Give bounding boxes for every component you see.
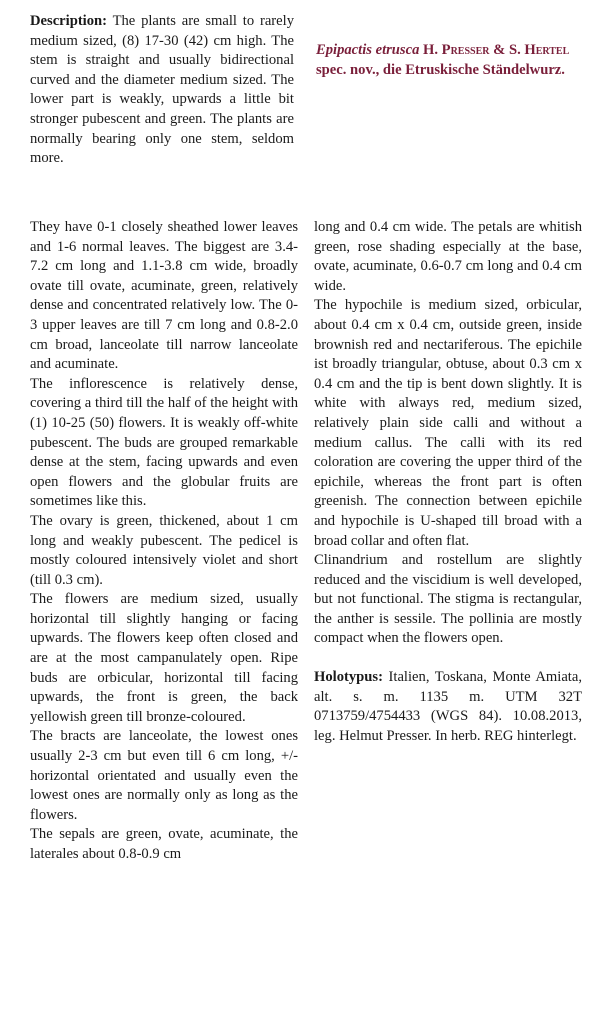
paragraph-ovary: The ovary is green, thickened, about 1 cm long and weakly pubescent. The pedicel is mostly coloured intensively violet and short (till 0.3 cm). — [30, 512, 298, 588]
paragraph-hypochile: The hypochile is medium sized, orbicular, about 0.4 cm x 0.4 cm, outside green, inside brownish red and nectariferous. The epichile ist broadly triangular, obtuse, about 0.3 cm x 0.4 cm and the tip is bent down slightly. It is white with always red, medium sized, relatively plain side calli and without a medium callus. The calli with its red coloration are covering the upper third of the epichile, whereas the front part is often greenish. The connection between epichile and hypochile is U-shaped till broad with a broad collar and often flat. — [314, 297, 582, 549]
author-presser: H. Presser — [419, 42, 490, 58]
paragraph-clinandrium: Clinandrium and rostellum are slightly reduced and the viscidium is well developed, but not functional. The stigma is rectangular, the anther is sessile. The pollinia are mostly compact when the flowers open. — [314, 552, 582, 647]
paragraph-leaves: They have 0-1 closely sheathed lower leaves and 1-6 normal leaves. The biggest are 3.4-7.2 cm long and 1.1-3.8 cm wide, broadly ovate till ovate, acuminate, green, relatively dense and concentrated relatively low. The 0-3 upper leaves are till 7 cm long and 0.8-2.0 cm broad, lanceolate till narrow lanceolate and acuminate. — [30, 219, 298, 373]
paragraph-sepals: The sepals are green, ovate, acuminate, the laterales about 0.8-0.9 cm — [30, 826, 298, 862]
species-title — [316, 40, 584, 80]
paragraph-inflorescence: The inflorescence is relatively dense, covering a third till the half of the height with (1) 10-25 (50) flowers. It is weakly off-white pubescent. The buds are grouped remarkable dense at the stem, facing upwards and even open flowers and the globular fruits are sometimes like this. — [30, 375, 298, 510]
paragraph-petals: long and 0.4 cm wide. The petals are whitish green, rose shading especially at the base, ovate, acuminate, 0.6-0.7 cm long and 0.4 cm wide. — [314, 219, 582, 294]
description-paragraph — [30, 12, 294, 169]
description-text: The plants are small to rarely medium sized, (8) 17-30 (42) cm high. The stem is straight and usually bidirectional curved and the diameter medium sized. The lower part is weakly, upwards a little bit stronger pubescent and green. The plants are normally bearing only one stem, seldom more. — [30, 13, 294, 167]
left-column — [30, 218, 298, 865]
holotypus-label: Holotypus: — [314, 669, 383, 686]
holotypus-paragraph — [314, 668, 582, 746]
author-hertel: Hertel — [524, 42, 570, 58]
paragraph-bracts: The bracts are lanceolate, the lowest ones usually 2-3 cm but even till 6 cm long, +/- horizontal orientated and usually even the lowest ones are normally only as long as the flowers. — [30, 728, 298, 823]
right-column — [314, 218, 582, 746]
paragraph-flowers: The flowers are medium sized, usually horizontal till slightly hanging or facing upwards. The flowers keep often closed and are at the most campanulately open. Ripe buds are orbicular, horizontal till facing upwards, the front is green, the back yellowish green till bronze-coloured. — [30, 591, 298, 725]
description-label: Description: — [30, 13, 108, 29]
species-name: Epipactis etrusca — [316, 42, 420, 58]
holotypus-text: Italien, Toskana, Monte Amiata, alt. s. m. 1135 m. UTM 32T 0713759/4754433 (WGS 84). 10.08.2013, leg. Helmut Presser. In herb. REG hinterlegt. — [314, 669, 582, 744]
author-ampersand: & S. — [489, 42, 521, 58]
species-title-rest: spec. nov., die Etruskische Ständelwurz. — [316, 62, 565, 78]
